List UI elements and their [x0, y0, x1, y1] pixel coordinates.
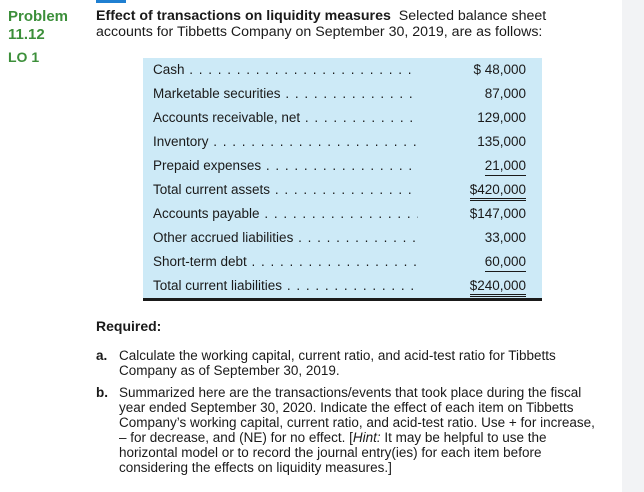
- requirement-b: [96, 385, 596, 475]
- row-label: Prepaid expenses . . .: [153, 158, 418, 174]
- row-amount: $240,000: [470, 278, 526, 297]
- row-label: Marketable securities . . .: [153, 86, 418, 102]
- problem-title: Effect of transactions on liquidity measures: [96, 8, 391, 24]
- table-row: [143, 274, 542, 298]
- requirement-a: [96, 348, 596, 378]
- table-row: [143, 154, 542, 178]
- row-amount: 60,000: [485, 254, 526, 272]
- problem-number: 11.12: [8, 26, 45, 43]
- row-amount: $ 48,000: [473, 62, 526, 77]
- table-row: [143, 58, 542, 82]
- requirement-text-part: It may be helpful to use the horizontal model or to record the journal entry(ies) for each item before considering the effects on liquidity measures.]: [119, 430, 547, 475]
- problem-intro: [96, 8, 601, 40]
- table-row: [143, 250, 542, 274]
- table-row: [143, 130, 542, 154]
- requirement-text: [119, 385, 596, 475]
- top-accent-bar: [96, 0, 126, 3]
- row-label: Cash . . .: [153, 62, 418, 78]
- table-row: [143, 202, 542, 226]
- table-row: [143, 226, 542, 250]
- balance-sheet-table: [143, 58, 542, 301]
- row-label: Total current assets . . .: [153, 182, 418, 198]
- row-label: Accounts receivable, net . . .: [153, 110, 418, 126]
- row-label: Total current liabilities . . .: [153, 278, 418, 294]
- requirement-text-part: Summarized here are the transactions/events that took place during the fiscal year ended September 30, 2020. Indicate the effect of each item on Tibbetts Company’s working capital, current ratio, and acid-test ratio. Use + for increase, – for decrease, and (NE) for no effect. [: [119, 385, 595, 445]
- requirement-text: Calculate the working capital, current ratio, and acid-test ratio for Tibbetts Company as of September 30, 2019.: [119, 348, 556, 378]
- table-row: [143, 82, 542, 106]
- row-amount: 129,000: [477, 110, 526, 125]
- row-label: Short-term debt . . .: [153, 254, 418, 270]
- row-amount: $420,000: [470, 182, 526, 201]
- table-row: [143, 178, 542, 202]
- row-label: Accounts payable . . .: [153, 206, 418, 222]
- right-margin-strip: [622, 0, 644, 492]
- requirement-marker: b.: [96, 385, 108, 400]
- row-label: Inventory . . .: [153, 134, 418, 150]
- row-amount: 21,000: [485, 158, 526, 176]
- table-row: [143, 106, 542, 130]
- requirement-marker: a.: [96, 348, 108, 363]
- row-amount: 87,000: [484, 86, 526, 101]
- row-amount: 33,000: [484, 230, 526, 245]
- required-heading: Required:: [96, 318, 162, 334]
- hint-label: Hint:: [352, 430, 381, 445]
- row-amount: 135,000: [477, 134, 526, 149]
- problem-label: Problem: [8, 8, 69, 25]
- problem-sidebar: [8, 8, 68, 66]
- problem-description: Selected balance sheet accounts for Tibbetts Company on September 30, 2019, are as follows:: [96, 8, 547, 40]
- row-label: Other accrued liabilities . . .: [153, 230, 418, 246]
- learning-objective: LO 1: [8, 49, 40, 65]
- row-amount: $147,000: [469, 206, 526, 221]
